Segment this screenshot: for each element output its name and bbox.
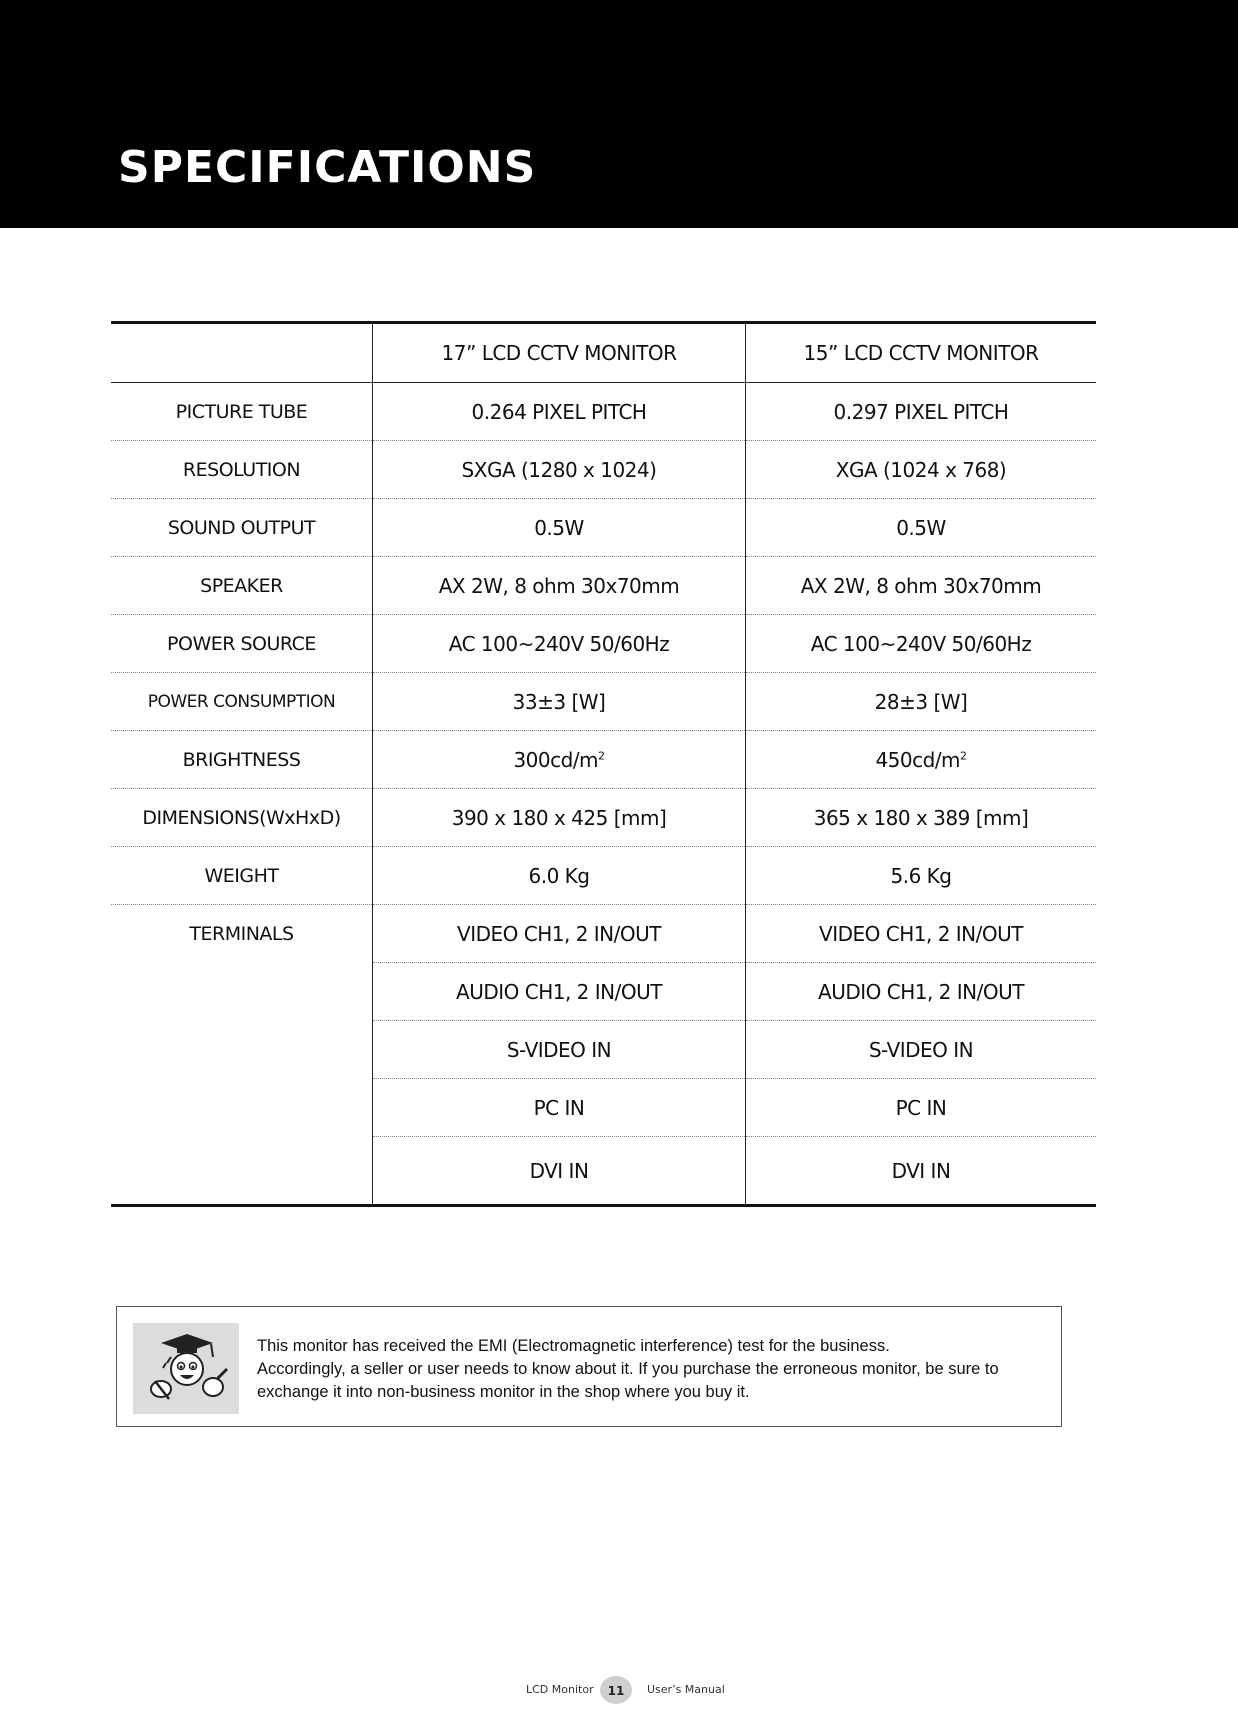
row-label: PICTURE TUBE xyxy=(111,383,373,441)
cell-17: AUDIO CH1, 2 IN/OUT xyxy=(373,963,746,1021)
row-label: WEIGHT xyxy=(111,847,373,905)
graduate-mascot-svg xyxy=(133,1323,239,1414)
terminals-label: TERMINALS xyxy=(189,923,294,945)
cell-15: XGA (1024 x 768) xyxy=(746,441,1097,499)
cell-17: AX 2W, 8 ohm 30x70mm xyxy=(373,557,746,615)
cell-15 xyxy=(746,731,1097,789)
cell-17: PC IN xyxy=(373,1079,746,1137)
cell-15: PC IN xyxy=(746,1079,1097,1137)
page-title: SPECIFICATIONS xyxy=(118,142,537,193)
table-header-row xyxy=(111,323,1096,383)
spec-table xyxy=(111,321,1096,1207)
superscript: 2 xyxy=(960,748,967,762)
cell-15: S-VIDEO IN xyxy=(746,1021,1097,1079)
table-row xyxy=(111,499,1096,557)
cell-15: AC 100~240V 50/60Hz xyxy=(746,615,1097,673)
table-row xyxy=(111,557,1096,615)
note-line: Accordingly, a seller or user needs to know about it. If you purchase the erroneous monitor, be sure to xyxy=(257,1360,999,1378)
cell-15: 0.297 PIXEL PITCH xyxy=(746,383,1097,441)
superscript: 2 xyxy=(598,748,605,762)
cell-15: AX 2W, 8 ohm 30x70mm xyxy=(746,557,1097,615)
row-label: DIMENSIONS(WxHxD) xyxy=(111,789,373,847)
cell-15: 28±3 [W] xyxy=(746,673,1097,731)
row-label: SOUND OUTPUT xyxy=(111,499,373,557)
footer-manual-label: User’s Manual xyxy=(647,1683,725,1696)
cell-15: 0.5W xyxy=(746,499,1097,557)
row-label: POWER CONSUMPTION xyxy=(111,673,373,731)
table-row xyxy=(111,383,1096,441)
table-row xyxy=(111,789,1096,847)
note-box xyxy=(116,1306,1062,1427)
header-band xyxy=(0,0,1238,228)
row-label: RESOLUTION xyxy=(111,441,373,499)
brightness-value: 300cd/m xyxy=(513,747,599,772)
row-label: BRIGHTNESS xyxy=(111,731,373,789)
page-number-badge: 11 xyxy=(600,1676,632,1704)
cell-17: S-VIDEO IN xyxy=(373,1021,746,1079)
footer-product-label: LCD Monitor xyxy=(526,1683,594,1696)
cell-17: 0.5W xyxy=(373,499,746,557)
table-row xyxy=(111,441,1096,499)
page-footer xyxy=(0,1676,1238,1706)
cell-15: 365 x 180 x 389 [mm] xyxy=(746,789,1097,847)
cell-17: SXGA (1280 x 1024) xyxy=(373,441,746,499)
cell-17: 6.0 Kg xyxy=(373,847,746,905)
cell-15: AUDIO CH1, 2 IN/OUT xyxy=(746,963,1097,1021)
brightness-value: 450cd/m xyxy=(875,747,961,772)
table-row xyxy=(111,615,1096,673)
note-line: This monitor has received the EMI (Electromagnetic interference) test for the business. xyxy=(257,1337,890,1355)
cell-17 xyxy=(373,731,746,789)
cell-17: VIDEO CH1, 2 IN/OUT xyxy=(373,905,746,963)
note-text xyxy=(257,1335,1047,1404)
column-header-17: 17” LCD CCTV MONITOR xyxy=(373,323,746,383)
cell-15: 5.6 Kg xyxy=(746,847,1097,905)
cell-15: VIDEO CH1, 2 IN/OUT xyxy=(746,905,1097,963)
cell-17: 0.264 PIXEL PITCH xyxy=(373,383,746,441)
cell-17: 33±3 [W] xyxy=(373,673,746,731)
note-line: exchange it into non-business monitor in the shop where you buy it. xyxy=(257,1383,750,1401)
column-header-15: 15” LCD CCTV MONITOR xyxy=(746,323,1097,383)
table-row xyxy=(111,731,1096,789)
table-row xyxy=(111,673,1096,731)
header-empty-cell xyxy=(111,323,373,383)
cell-17: 390 x 180 x 425 [mm] xyxy=(373,789,746,847)
row-label: POWER SOURCE xyxy=(111,615,373,673)
table-row xyxy=(111,847,1096,905)
graduate-mascot-icon xyxy=(133,1323,239,1414)
table-row xyxy=(111,905,1096,963)
cell-15: DVI IN xyxy=(746,1137,1097,1206)
cell-17: DVI IN xyxy=(373,1137,746,1206)
row-label: SPEAKER xyxy=(111,557,373,615)
cell-17: AC 100~240V 50/60Hz xyxy=(373,615,746,673)
